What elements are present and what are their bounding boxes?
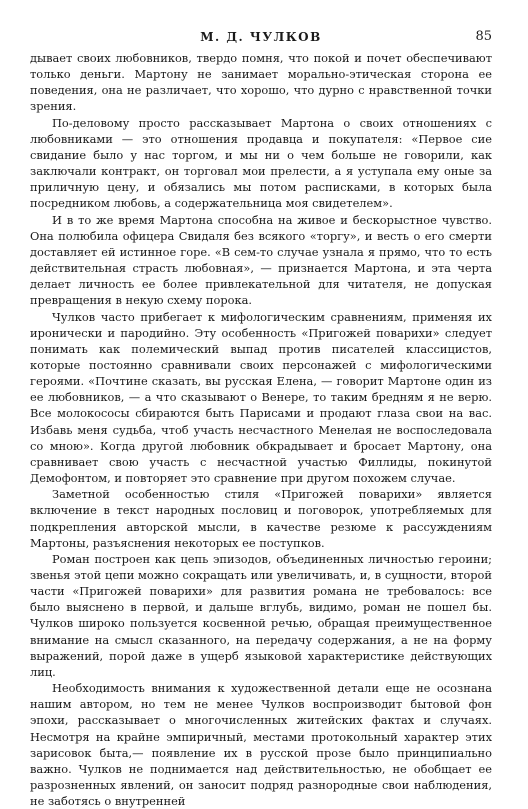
paragraph-continued: дывает своих любовников, твердо помня, что покой и почет обеспечивают только деньги. Мартону не занимает морально-этическая сторона ее поведения, она не различает, что хорошо, что дурно с нравственной точки зрения.	[30, 51, 492, 114]
paragraph: По-деловому просто рассказывает Мартона о своих отношениях с любовниками — это отношения продавца и покупателя: «Первое сие свидание было у нас торгом, и мы ни о чем больше не говорили, как заключали контракт, он торговал мои прелести, а я уступала ему оные за приличную цену, и обязались мы потом расписками, в которых была посредником любовь, а содержательница моя свидетелем».	[30, 115, 492, 211]
running-head: М. Д. ЧУЛКОВ	[200, 30, 322, 44]
page-number: 85	[475, 29, 492, 44]
paragraph: Чулков часто прибегает к мифологическим сравнениям, применяя их иронически и пародийно. Эту особенность «Пригожей поварихи» следует понимать как полемический выпад против писателей классицистов, которые постоянно сравнивали своих персонажей с мифологическими героями. «Почтине сказать, вы русская Елена, — говорит Мартоне один из ее любовников, — а что сказывают о Венере, то таким бредням я не верю. Все молокососы сбираются быть Парисами и продают глаза свои на вас. Избавь меня судьба, чтоб участь несчастного Менелая не воспоследовала со мною». Когда другой любовник обкрадывает и бросает Мартону, она сравнивает свою участь с несчастной участью Филлиды, покинутой Демофонтом, и повторяет это сравнение при другом похожем случае.	[30, 309, 492, 486]
paragraph: Необходимость внимания к художественной детали еще не осознана нашим автором, но тем не менее Чулков воспроизводит бытовой фон эпохи, рассказывает о многочисленных житейских фактах и случаях. Несмотря на крайне эмпиричный, местами протокольный характер этих зарисовок быта,— появление их в русской прозе было принципиально важно. Чулков не поднимается над действительностью, не обобщает ее разрозненных явлений, он заносит подряд разнородные свои наблюдения, не заботясь о внутренней	[30, 681, 492, 809]
page-header	[30, 26, 492, 50]
paragraph: И в то же время Мартона способна на живое и бескорыстное чувство. Она полюбила офицера Свидаля без всякого «торгу», и весть о его смерти доставляет ей истинное горе. «В сем-то случае узнала я прямо, что то есть действительная страсть любовная», — признается Мартона, и эта черта делает личность ее более привлекательной для читателя, не допуская превращения в некую схему порока.	[30, 212, 492, 308]
body-text	[30, 50, 492, 809]
paragraph: Роман построен как цепь эпизодов, объединенных личностью героини; звенья этой цепи можно сокращать или увеличивать, и, в сущности, второй части «Пригожей поварихи» для развития романа не требовалось: все было выяснено в первой, и дальше вглубь, видимо, роман не пошел бы. Чулков широко пользуется косвенной речью, обращая преимущественное внимание на смысл сказанного, на передачу содержания, а не на форму выражений, порой даже в ущерб языковой характеристике действующих лиц.	[30, 551, 492, 679]
book-page	[30, 26, 492, 809]
paragraph: Заметной особенностью стиля «Пригожей поварихи» является включение в текст народных пословиц и поговорок, употребляемых для подкрепления авторской мысли, в качестве резюме к рассуждениям Мартоны, разъяснения некоторых ее поступков.	[30, 487, 492, 550]
